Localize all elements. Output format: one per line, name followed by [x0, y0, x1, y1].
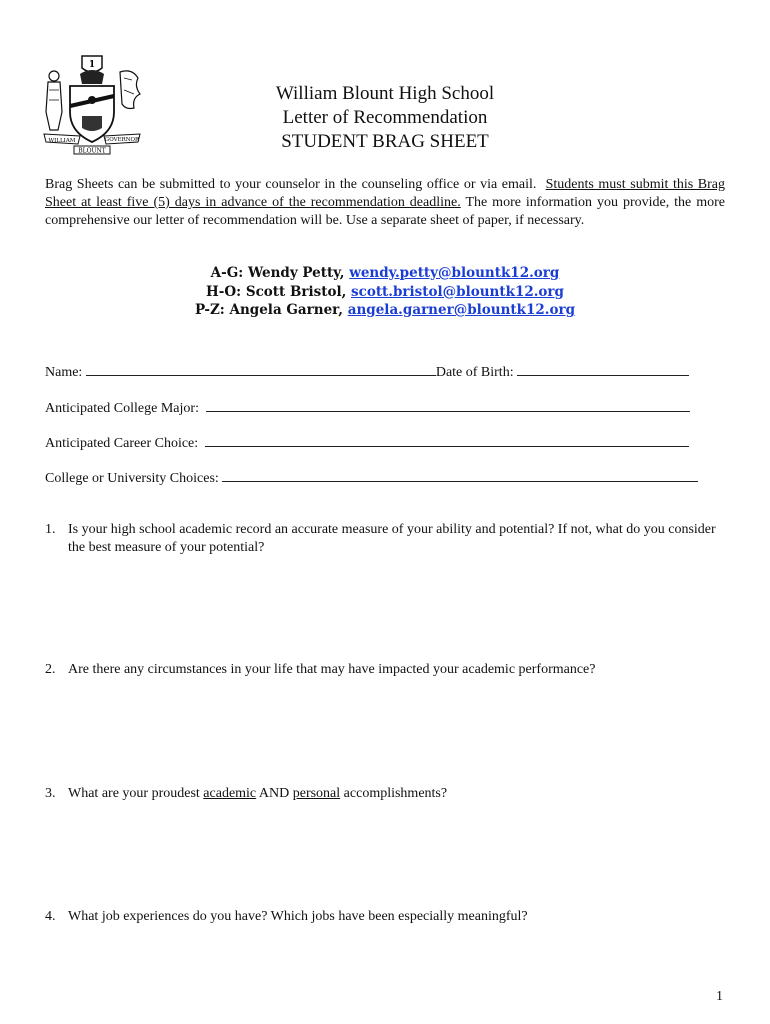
personal-emphasis: personal: [292, 786, 341, 801]
college-field[interactable]: [222, 468, 698, 482]
major-field[interactable]: [206, 398, 690, 412]
question-4: [45, 908, 725, 926]
counselor-range: H-O: Scott Bristol,: [206, 283, 347, 300]
question-text-part: What are your proudest: [68, 786, 200, 801]
svg-text:BLOUNT: BLOUNT: [78, 147, 106, 155]
counselor-email-link[interactable]: scott.bristol@blountk12.org: [351, 283, 564, 300]
question-2: [45, 661, 725, 679]
and-word: AND: [258, 786, 290, 801]
svg-text:1: 1: [88, 60, 96, 70]
name-row: [45, 362, 689, 382]
question-text: Is your high school academic record an accurate measure of your ability and potential? If not, what do you consider the best measure of your potential?: [68, 522, 716, 555]
college-row: [45, 468, 698, 488]
major-row: [45, 398, 690, 418]
question-text: Are there any circumstances in your life that may have impacted your academic performance?: [68, 662, 596, 677]
svg-text:WILLIAM: WILLIAM: [48, 138, 76, 144]
name-field[interactable]: [86, 362, 436, 376]
counselor-line: [0, 283, 770, 302]
intro-deadline-note: Students must submit this Brag Sheet at least five (5) days in advance of the recommendation deadline.: [45, 177, 726, 210]
name-label: Name:: [45, 365, 83, 380]
question-number: 2.: [45, 662, 56, 677]
question-1: [45, 521, 725, 557]
counselor-email-link[interactable]: angela.garner@blountk12.org: [347, 302, 576, 318]
academic-emphasis: academic: [203, 786, 257, 801]
counselor-range: P-Z: Angela Garner,: [194, 302, 344, 318]
career-label: Anticipated Career Choice:: [45, 436, 199, 451]
counselor-email-link[interactable]: wendy.petty@blountk12.org: [349, 265, 560, 281]
page-number: 1: [716, 989, 723, 1004]
letter-title: Letter of Recommendation: [282, 107, 488, 128]
question-number: 4.: [45, 909, 56, 924]
career-field[interactable]: [205, 433, 689, 447]
major-label: Anticipated College Major:: [45, 401, 199, 416]
question-text: What job experiences do you have? Which jobs have been especially meaningful?: [68, 909, 528, 924]
brag-sheet-title: STUDENT BRAG SHEET: [281, 131, 489, 152]
question-text-part: accomplishments?: [343, 786, 448, 801]
dob-field[interactable]: [517, 362, 689, 376]
college-label: College or University Choices:: [45, 471, 219, 486]
intro-text-1: Brag Sheets can be submitted to your counselor in the counseling office or via email.: [45, 177, 537, 192]
svg-text:GOVERNOR: GOVERNOR: [104, 137, 140, 143]
counselor-list: [0, 264, 770, 320]
question-number: 3.: [45, 786, 56, 801]
question-3: [45, 785, 725, 803]
question-text: [68, 785, 725, 803]
dob-label: Date of Birth:: [435, 365, 514, 380]
intro-text-2: The more information you provide, the more comprehensive our letter of recommendation will be. Use a separate sheet of paper, if necessary.: [45, 195, 726, 228]
counselor-line: [0, 264, 770, 283]
question-number: 1.: [45, 522, 56, 537]
document-title: [0, 82, 770, 154]
school-name: William Blount High School: [275, 83, 495, 104]
counselor-range: A-G: Wendy Petty,: [210, 265, 345, 281]
intro-paragraph: [45, 176, 725, 230]
career-row: [45, 433, 689, 453]
counselor-line: [0, 301, 770, 320]
